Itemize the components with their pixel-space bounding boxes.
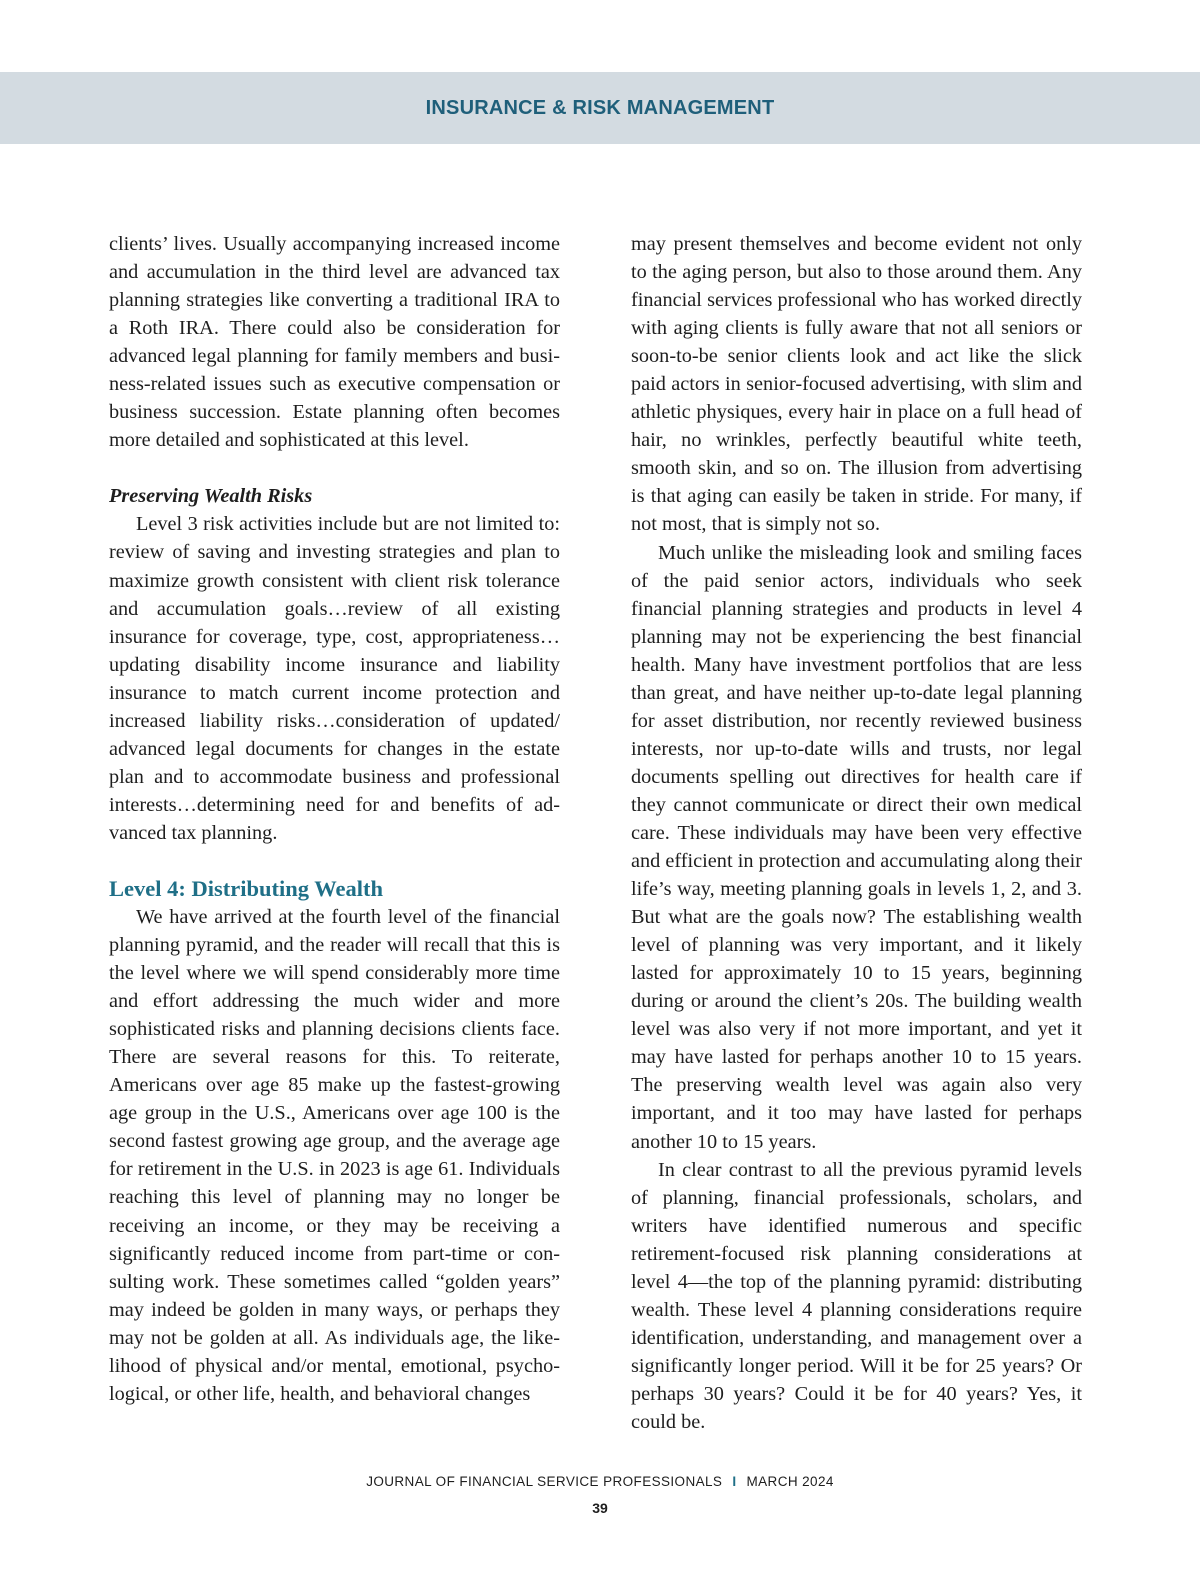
right-column: [631, 230, 1082, 1436]
body-paragraph: In clear contrast to all the previous pyramid levels of planning, financial professionals, scholars, and writers have identified numerous and specific retirement-focused risk planning considerations at level 4—the top of the planning pyramid: distributing wealth. These level 4 planning considerations require identification, understanding, and management over a significantly longer period. Will it be for 25 years? Or perhaps 30 years? Could it be for 40 years? Yes, it could be.: [631, 1158, 1082, 1433]
body-paragraph: Level 3 risk activities include but are not limited to: review of saving and investing strategies and plan to maximize growth consistent with client risk tolerance and accumulation goals…review of all existing insurance for coverage, type, cost, appropriateness… updating disability income insurance and liability insurance to match current income protection and increased liability risks…consideration of updated/ advanced legal documents for changes in the estate plan and to accommodate business and professional interests…determining need for and benefits of advanced tax planning.: [109, 513, 560, 844]
body-paragraph: Much unlike the misleading look and smiling faces of the paid senior actors, individuals who seek financial planning strategies and products in level 4 planning may not be experiencing the best financial health. Many have investment portfolios that are less than great, and have neither up-to-date legal planning for asset distribution, nor recently reviewed business interests, nor up-to-date wills and trusts, nor legal documents spelling out directives for health care if they cannot communicate or direct their own medical care. These individuals may have been very effective and efficient in protection and accumulating along their life’s way, meeting planning goals in levels 1, 2, and 3. But what are the goals now? The establishing wealth level of planning was very important, and it likely lasted for approximately 10 to 15 years, beginning during or around the client’s 20s. The building wealth level was also very if not more important, and yet it may have lasted for perhaps another 10 to 15 years. The preserving wealth level was again also very important, and it too may have lasted for perhaps another 10 to 15 years.: [631, 541, 1082, 1153]
paragraph-gap: [109, 847, 560, 875]
section-heading: Level 4: Distributing Wealth: [109, 875, 383, 901]
body-paragraph: We have arrived at the fourth level of the financial planning pyramid, and the reader will recall that this is the level where we will spend considerably more time and effort addressing the much wider and more sophisticated risks and planning decisions clients face. There are several reasons for this. To reiterate, Americans over age 85 make up the fastest-growing age group in the U.S., Americans over age 100 is the second fastest growing age group, and the average age for retirement in the U.S. in 2023 is age 61. Individuals reaching this level of planning may no longer be receiving an income, or they may be receiving a significantly reduced income from part-time or consulting work. These sometimes called “golden years” may indeed be golden in many ways, or perhaps they may not be golden at all. As individuals age, the likelihood of physical and/or mental, emotional, psychological, or other life, health, and behavioral changes: [109, 905, 560, 1405]
issue-date: MARCH 2024: [746, 1474, 834, 1489]
paragraph-gap: [109, 454, 560, 482]
running-footer: [0, 1474, 1200, 1489]
footer-separator: I: [732, 1474, 737, 1489]
section-header-band: [0, 72, 1200, 144]
section-title: INSURANCE & RISK MANAGEMENT: [425, 96, 775, 119]
body-paragraph: may present themselves and become evident not only to the aging person, but also to those around them. Any financial services professional who has worked directly with aging clients is fully aware that not all seniors or soon-to-be senior clients look and act like the slick paid actors in senior-focused advertising, with slim and athletic physiques, every hair in place on a full head of hair, no wrinkles, perfectly beautiful white teeth, smooth skin, and so on. The illusion from advertising is that aging can easily be taken in stride. For many, if not most, that is simply not so.: [631, 233, 1082, 536]
journal-name: JOURNAL OF FINANCIAL SERVICE PROFESSIONALS: [366, 1474, 723, 1489]
subheading: Preserving Wealth Risks: [109, 485, 313, 508]
body-paragraph: clients’ lives. Usually accompanying increased income and accumulation in the third level are advanced tax planning strategies like converting a traditional IRA to a Roth IRA. There could also be consideration for advanced legal planning for family members and business-related issues such as executive compensation or business succession. Estate planning often becomes more detailed and sophisticated at this level.: [109, 233, 560, 452]
left-column: [109, 230, 560, 1408]
page-number: 39: [592, 1500, 608, 1516]
